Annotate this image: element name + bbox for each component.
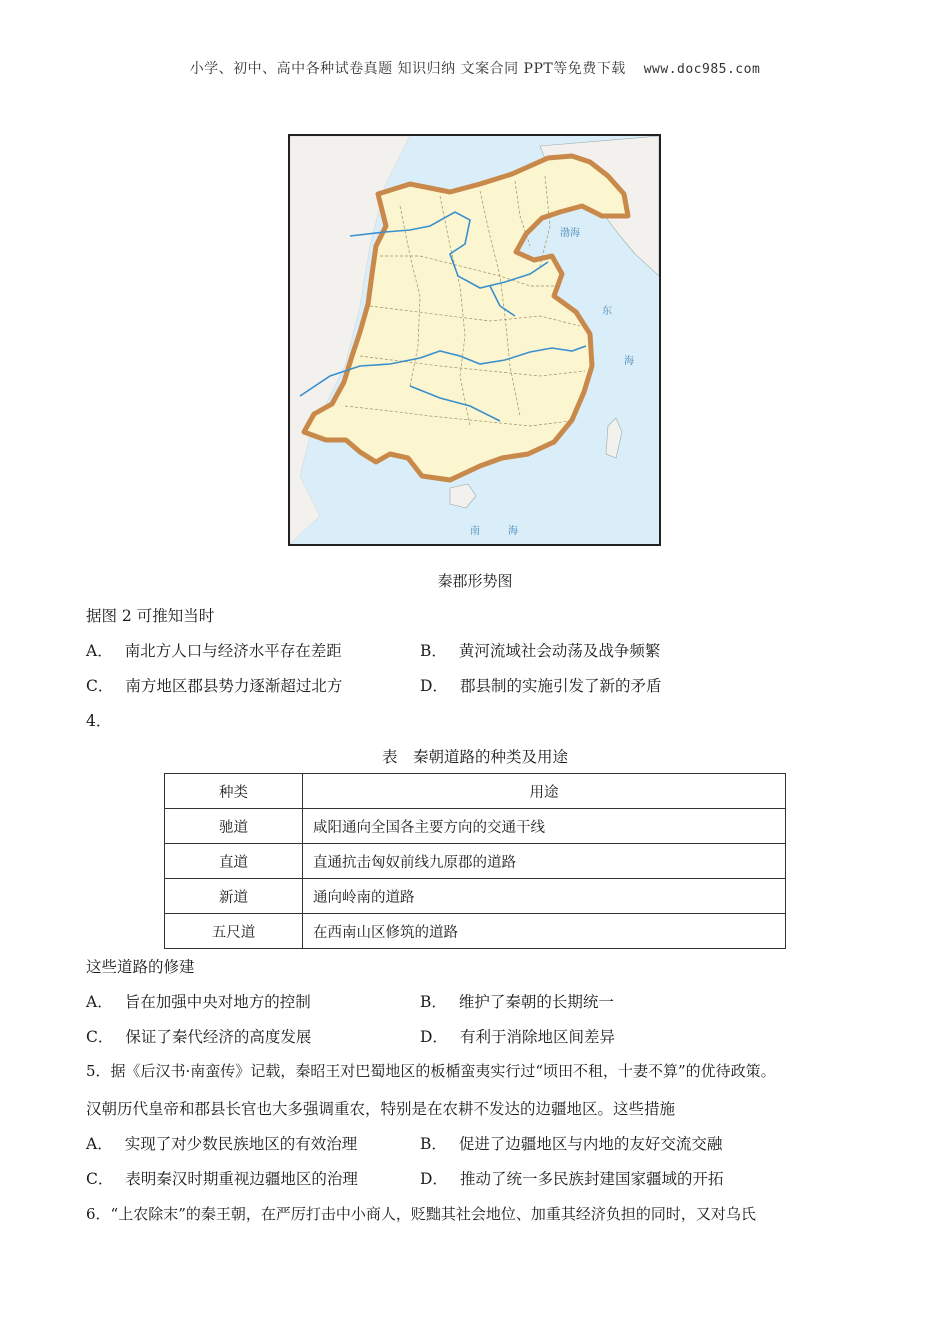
table-row — [165, 914, 786, 949]
q5-line-1: 5．据《后汉书·南蛮传》记载，秦昭王对巴蜀地区的板楯蛮夷实行过“顷田不租，十妻不算”的优待政策。 — [86, 1062, 776, 1080]
option-letter: A． — [86, 642, 113, 660]
option-text: 南北方人口与经济水平存在差距 — [124, 642, 342, 660]
option-letter: D． — [420, 1170, 448, 1188]
option-letter: D． — [420, 677, 448, 695]
road-use-cell: 咸阳通向全国各主要方向的交通干线 — [303, 809, 786, 844]
q4-option-d[interactable] — [420, 1025, 615, 1047]
option-letter: A． — [86, 993, 113, 1011]
road-use-cell: 通向岭南的道路 — [303, 879, 786, 914]
option-text: 黄河流域社会动荡及战争频繁 — [458, 642, 661, 660]
option-letter: C． — [86, 677, 114, 695]
option-letter: B． — [420, 642, 447, 660]
q6-line-1: 6．“上农除末”的秦王朝，在严厉打击中小商人，贬黜其社会地位、加重其经济负担的同时，又对乌氏 — [86, 1205, 756, 1223]
q4-option-c[interactable] — [86, 1025, 311, 1047]
q5-line-2: 汉朝历代皇帝和郡县长官也大多强调重农，特别是在农耕不发达的边疆地区。这些措施 — [86, 1100, 676, 1118]
option-text: 保证了秦代经济的高度发展 — [125, 1028, 312, 1046]
q3-option-c[interactable] — [86, 674, 342, 696]
roads-table — [164, 773, 786, 949]
q4-option-a[interactable] — [86, 990, 311, 1012]
sea-label-east-1: 东 — [602, 306, 612, 317]
option-text: 旨在加强中央对地方的控制 — [124, 993, 311, 1011]
map-caption: 秦郡形势图 — [437, 572, 513, 590]
q4-option-b[interactable] — [420, 990, 614, 1012]
sea-label-south-2: 海 — [508, 526, 518, 537]
road-type-cell: 驰道 — [165, 809, 303, 844]
option-text: 有利于消除地区间差异 — [459, 1028, 615, 1046]
table-header-row — [165, 774, 786, 809]
road-type-cell: 五尺道 — [165, 914, 303, 949]
q5-option-a[interactable] — [86, 1132, 357, 1154]
option-text: 南方地区郡县势力逐渐超过北方 — [125, 677, 343, 695]
option-text: 维护了秦朝的长期统一 — [458, 993, 614, 1011]
option-letter: B． — [420, 1135, 447, 1153]
map-svg — [290, 136, 659, 544]
option-letter: B． — [420, 993, 447, 1011]
qin-commandery-map — [288, 134, 661, 546]
road-type-cell: 新道 — [165, 879, 303, 914]
table-row — [165, 844, 786, 879]
option-letter: C． — [86, 1028, 114, 1046]
option-letter: C． — [86, 1170, 114, 1188]
table-row — [165, 809, 786, 844]
sea-label-bohai: 渤海 — [560, 228, 580, 239]
table-row — [165, 879, 786, 914]
option-letter: A． — [86, 1135, 113, 1153]
column-header-type: 种类 — [165, 774, 303, 809]
q3-option-a[interactable] — [86, 639, 342, 661]
option-text: 郡县制的实施引发了新的矛盾 — [459, 677, 662, 695]
q4-number: 4． — [86, 712, 112, 730]
sea-label-east-2: 海 — [624, 356, 634, 367]
header-url[interactable]: www.doc985.com — [643, 62, 761, 77]
q5-option-b[interactable] — [420, 1132, 722, 1154]
q5-option-c[interactable] — [86, 1167, 358, 1189]
q3-stem: 据图 2 可推知当时 — [86, 607, 215, 625]
option-text: 实现了对少数民族地区的有效治理 — [124, 1135, 358, 1153]
q3-option-d[interactable] — [420, 674, 661, 696]
road-use-cell: 直通抗击匈奴前线九原郡的道路 — [303, 844, 786, 879]
road-type-cell: 直道 — [165, 844, 303, 879]
option-text: 表明秦汉时期重视边疆地区的治理 — [125, 1170, 358, 1188]
road-use-cell: 在西南山区修筑的道路 — [303, 914, 786, 949]
q5-option-d[interactable] — [420, 1167, 723, 1189]
option-text: 推动了统一多民族封建国家疆域的开拓 — [459, 1170, 724, 1188]
page-header — [0, 58, 950, 78]
q4-table-title: 表 秦朝道路的种类及用途 — [381, 748, 568, 766]
header-text: 小学、初中、高中各种试卷真题 知识归纳 文案合同 PPT等免费下载 — [189, 61, 626, 77]
option-letter: D． — [420, 1028, 448, 1046]
q4-stem: 这些道路的修建 — [86, 958, 195, 976]
column-header-use: 用途 — [303, 774, 786, 809]
sea-label-south-1: 南 — [470, 526, 480, 537]
option-text: 促进了边疆地区与内地的友好交流交融 — [458, 1135, 723, 1153]
q3-option-b[interactable] — [420, 639, 660, 661]
